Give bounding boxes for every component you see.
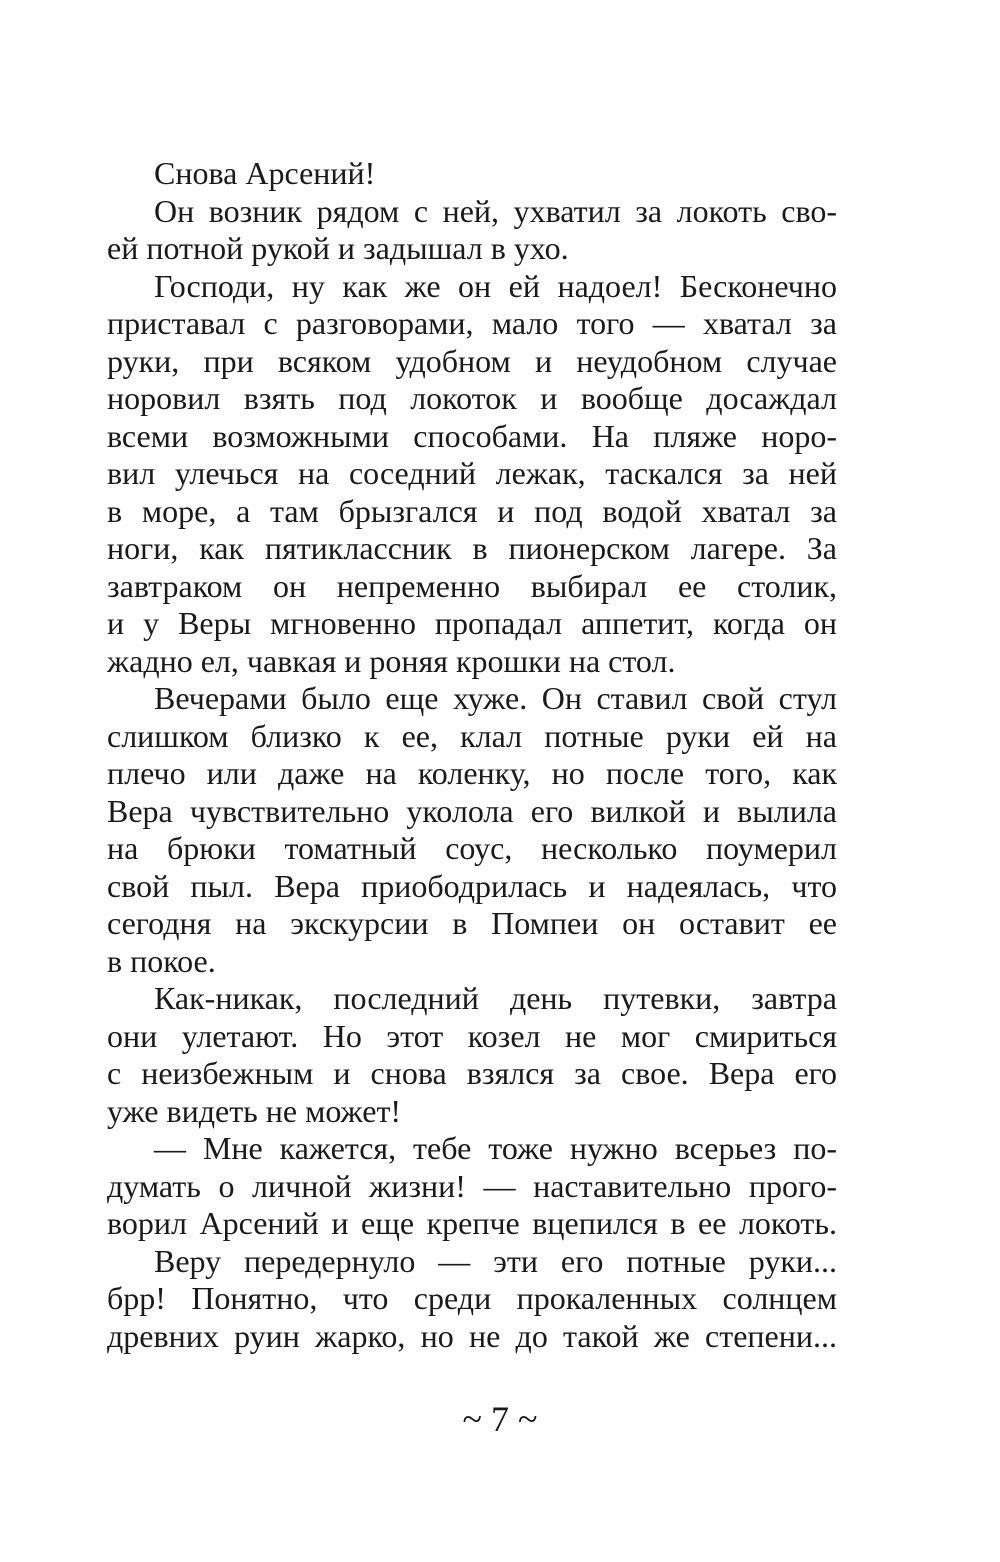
text-line: Как-никак, последний день путевки, завтра (154, 980, 837, 1016)
text-line: древних руин жарко, но не до такой же степени... (107, 1317, 837, 1354)
text-line: ноги, как пятиклассник в пионерском лагере. За (107, 530, 837, 566)
text-line: и у Веры мгновенно пропадал аппетит, когда он (107, 605, 837, 641)
text-line: всеми возможными способами. На пляже норо- (107, 417, 837, 454)
body-text (107, 155, 837, 1355)
text-line: завтраком он непременно выбирал ее столик, (107, 567, 837, 604)
text-line: в море, а там брызгался и под водой хватал за (107, 492, 837, 529)
text-line: свой пыл. Вера приободрилась и надеялась, что (107, 867, 837, 904)
text-line: плечо или даже на коленку, но после того, как (107, 755, 837, 791)
text-line: на брюки томатный соус, несколько поумерил (107, 830, 837, 866)
text-line: жадно ел, чавкая и роняя крошки на стол. (107, 642, 676, 679)
text-line: Веру передернуло — эти его потные руки... (154, 1242, 837, 1279)
text-line: сегодня на экскурсии в Помпеи он оставит ее (107, 905, 837, 941)
text-line: вил улечься на соседний лежак, таскался за ней (107, 455, 837, 491)
text-line: приставал с разговорами, мало того — хватал за (107, 305, 837, 341)
text-line: Он возник рядом с ней, ухватил за локоть сво- (154, 192, 837, 229)
text-line: — Мне кажется, тебе тоже нужно всерьез по- (154, 1130, 837, 1166)
text-line: Господи, ну как же он ей надоел! Бесконечно (154, 267, 837, 304)
text-line: думать о личной жизни! — наставительно прого- (107, 1167, 837, 1204)
page-number: ~ 7 ~ (462, 1399, 538, 1439)
text-line: ей потной рукой и задышал в ухо. (107, 230, 569, 266)
text-line: Вера чувствительно уколола его вилкой и вылила (107, 792, 837, 829)
text-line: норовил взять под локоток и вообще досаждал (107, 380, 837, 416)
text-line: Снова Арсений! (154, 155, 376, 191)
text-line: Вечерами было еще хуже. Он ставил свой стул (154, 680, 837, 716)
text-line: они улетают. Но этот козел не мог смириться (107, 1017, 837, 1054)
text-line: ворил Арсений и еще крепче вцепился в ее локоть. (107, 1205, 837, 1241)
text-line: уже видеть не может! (107, 1092, 402, 1129)
text-line: слишком близко к ее, клал потные руки ей на (107, 717, 837, 754)
text-line: руки, при всяком удобном и неудобном случае (107, 342, 837, 379)
text-line: с неизбежным и снова взялся за свое. Вера его (107, 1055, 837, 1091)
text-line: в покое. (107, 942, 216, 979)
text-line: брр! Понятно, что среди прокаленных солнцем (107, 1280, 837, 1316)
